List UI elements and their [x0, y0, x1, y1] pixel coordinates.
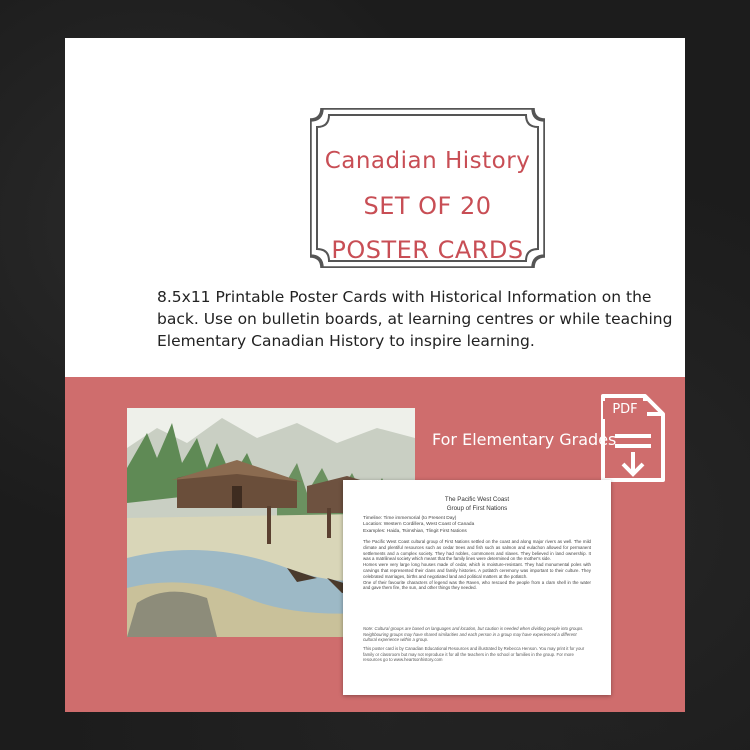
preview-band	[65, 377, 685, 712]
sheet-timeline: Timeline: Time immemorial (to Present Day)	[363, 516, 457, 521]
pdf-label: PDF	[603, 401, 647, 419]
title-frame	[310, 108, 545, 268]
sheet-title-1: The Pacific West Coast	[444, 496, 510, 503]
sheet-examples: Examples: Haida, Tsimshian, Tlingit First Nations	[363, 528, 467, 534]
title-line-1: Canadian History	[324, 148, 531, 174]
grade-label: For Elementary Grades	[432, 430, 617, 449]
sheet-paragraph: Homes were very large long houses made of cedar, which is moisture-resistant. They had monumental poles with carvings that represented their clans and family histories. A potlatch ceremony was important to their culture. They celebrated marriages, births and negotiated land and political matters at the potlatch.	[363, 562, 591, 579]
sheet-paragraph: The Pacific West Coast cultural group of First Nations settled on the coast and along major rivers as well. The mild climate and plentiful resources such as cedar trees and fish such as salmon and eulachon allowed for permanent settlements and a complex society. They had nobles, commoners and slaves. They believed in land ownership. It was a matrilineal society which meant that the family lines were determined on the mother's side.	[363, 539, 591, 562]
sheet-body	[363, 539, 591, 591]
poster-card-back-preview	[343, 480, 611, 695]
sheet-meta	[363, 516, 474, 535]
sheet-paragraph: One of their favourite characters of legend was the Raven, who rescued the people from a clam shell in the water and gave them fire, the sun, and other things they needed.	[363, 579, 591, 591]
title-line-3: POSTER CARDS	[331, 236, 524, 264]
sheet-title-2: Group of First Nations	[446, 505, 508, 512]
sheet-location: Location: Western Cordillera, West Coast of Canada	[363, 522, 475, 528]
sheet-note: Note: Cultural groups are based on languages and location, but caution is needed when dividing people into groups. Neighbouring groups may have shared similarities and each person in a group may have experienced a different cultural experience within a group.	[363, 626, 584, 643]
title-line-2: SET OF 20	[363, 192, 492, 220]
product-description: 8.5x11 Printable Poster Cards with Historical Information on the back. Use on bulletin boards, at learning centres or while teaching Elementary Canadian History to inspire learning.	[157, 288, 673, 350]
sheet-footer: This poster card is by Canadian Educational Resources and illustrated by Rebecca Henson. You may print it for your family or classroom but may not reproduce it for all the teachers in the school or families in the group. For more resources go to www.heartsonhistory.com	[363, 646, 585, 663]
product-card	[65, 38, 685, 712]
